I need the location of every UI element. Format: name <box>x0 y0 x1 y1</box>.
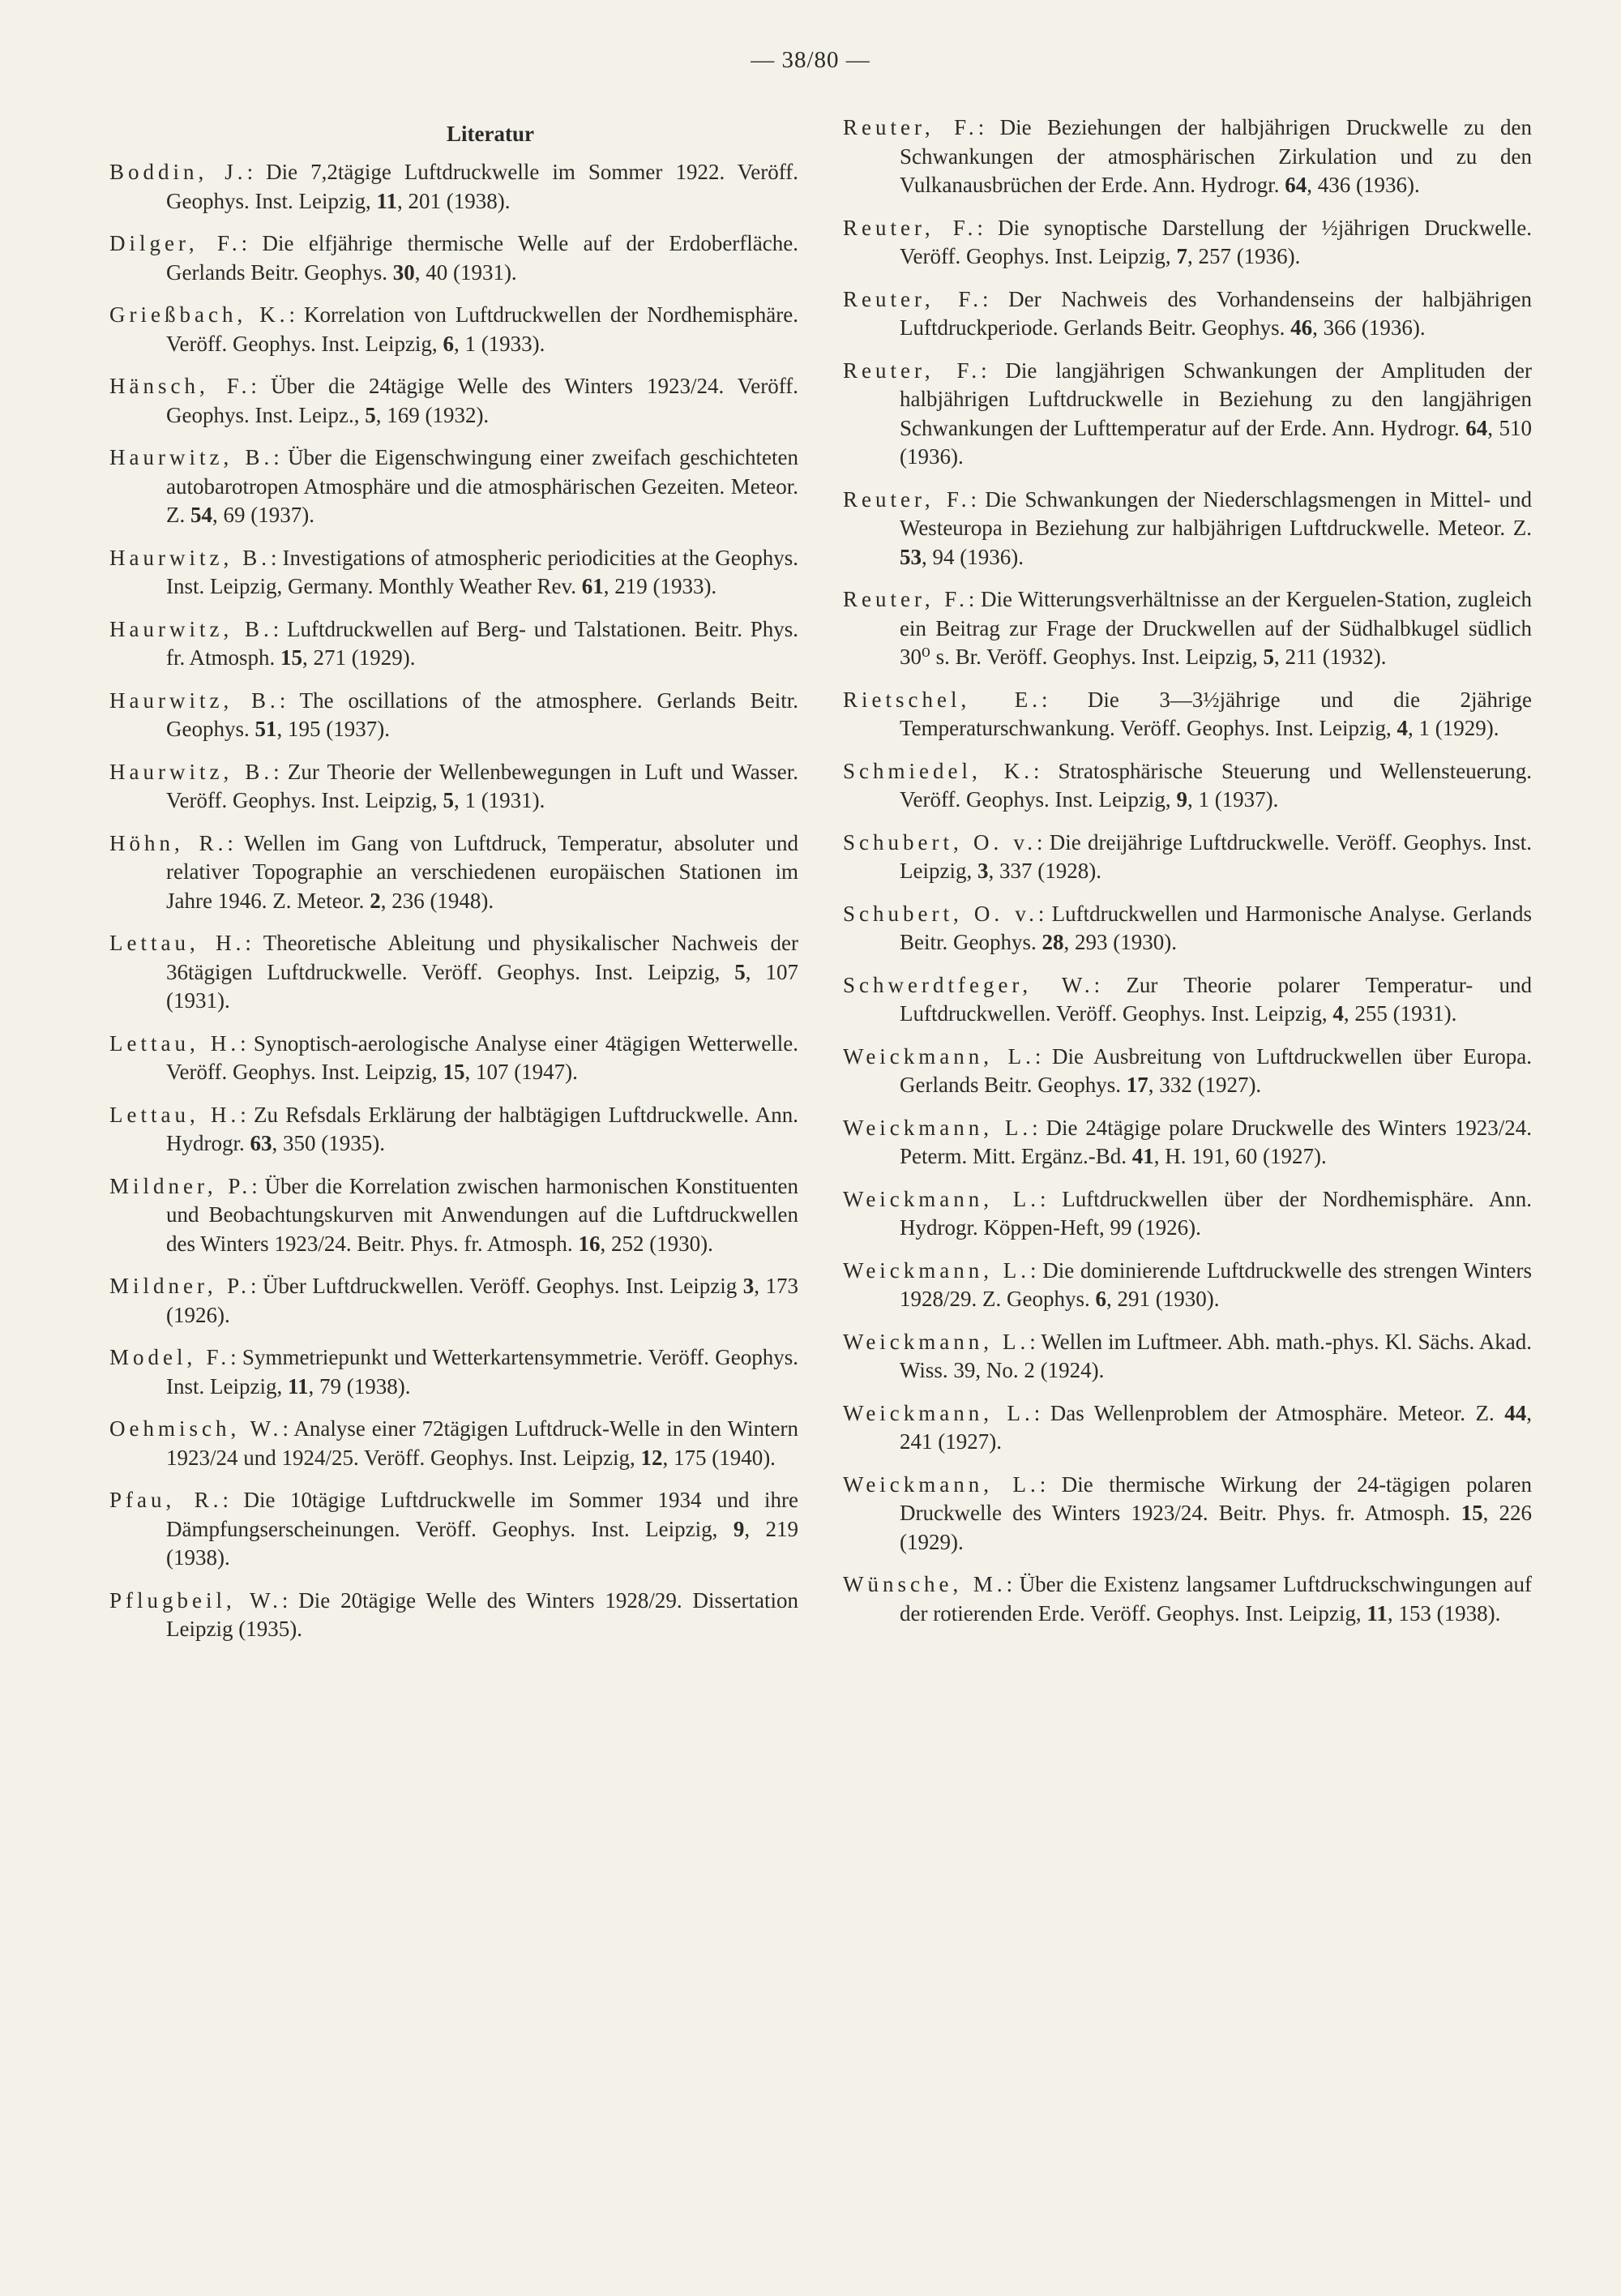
reference-text: : Investigations of atmospheric periodicities at the Geophys. Inst. Leipzig, Germany. Monthly Weather Rev. <box>166 545 798 598</box>
reference-entry <box>843 1328 1532 1386</box>
reference-author: Haurwitz, B. <box>109 445 274 469</box>
reference-pages-year: , 271 (1929). <box>302 645 416 670</box>
reference-author: Reuter, F. <box>843 286 982 311</box>
reference-pages-year: , 79 (1938). <box>308 1373 411 1399</box>
reference-author: Weickmann, L. <box>843 1115 1033 1140</box>
reference-text: : Die 3—3½jährige und die 2jährige Temperaturschwankung. Veröff. Geophys. Inst. Leipzig, <box>900 687 1532 740</box>
reference-text: : Zur Theorie polarer Temperatur- und Luftdruckwellen. Veröff. Geophys. Inst. Leipzig, <box>900 972 1532 1026</box>
reference-entry <box>109 158 798 216</box>
reference-author: Weickmann, L. <box>843 1257 1030 1283</box>
reference-pages-year: , 226 (1929). <box>900 1501 1532 1554</box>
reference-author: Schwerdtfeger, W. <box>843 972 1094 997</box>
reference-volume: 30 <box>392 259 415 285</box>
reference-author: Haurwitz, B. <box>109 616 273 641</box>
reference-text: : Die elfjährige thermische Welle auf der Erdoberfläche. Gerlands Beitr. Geophys. <box>166 231 798 285</box>
reference-author: Rietschel, E. <box>843 687 1041 712</box>
reference-author: Hänsch, F. <box>109 374 251 398</box>
reference-volume: 3 <box>742 1274 755 1298</box>
reference-text: : Die synoptische Darstellung der ½jährigen Druckwelle. Veröff. Geophys. Inst. Leipzig, <box>900 215 1532 268</box>
reference-pages-year: , 337 (1928). <box>988 859 1101 883</box>
reference-entry <box>109 1172 798 1259</box>
reference-entry <box>843 214 1532 272</box>
left-reference-list <box>109 158 798 1644</box>
reference-volume: 16 <box>578 1231 601 1256</box>
reference-text: : Der Nachweis des Vorhandenseins der halbjährigen Luftdruckperiode. Gerlands Beitr. Geophys. <box>900 286 1532 340</box>
reference-pages-year: , 173 (1926). <box>166 1274 798 1327</box>
reference-pages-year: , 366 (1936). <box>1312 315 1426 340</box>
reference-volume: 3 <box>977 859 989 883</box>
reference-entry <box>109 229 798 287</box>
reference-pages-year: , 291 (1930). <box>1106 1287 1220 1311</box>
reference-text: : Wellen im Luftmeer. Abh. math.-phys. Kl. Sächs. Akad. Wiss. 39, No. 2 (1924). <box>900 1329 1532 1382</box>
reference-entry <box>843 971 1532 1029</box>
reference-author: Lettau, H. <box>109 931 246 955</box>
reference-entry <box>843 357 1532 472</box>
reference-text: : Über die 24tägige Welle des Winters 1923/24. Veröff. Geophys. Inst. Leipz., <box>166 374 798 427</box>
reference-volume: 15 <box>443 1060 465 1084</box>
reference-text: : Die 10tägige Luftdruckwelle im Sommer 1934 und ihre Dämpfungserscheinungen. Veröff. Geophys. Inst. Leipzig, <box>166 1488 798 1541</box>
reference-text: : Über die Korrelation zwischen harmonischen Konstituenten und Beobachtungskurven mit Anwendungen auf die Luftdruckwellen des Winters 1923/24. Beitr. Phys. fr. Atmosph. <box>166 1173 798 1256</box>
reference-entry <box>109 301 798 358</box>
reference-pages-year: , 219 (1938). <box>166 1516 799 1570</box>
reference-entry <box>109 829 798 916</box>
reference-volume: 15 <box>1461 1501 1483 1525</box>
reference-pages-year: , 107 (1931). <box>166 959 798 1013</box>
reference-text: : Luftdruckwellen auf Berg- und Talstationen. Beitr. Phys. fr. Atmosph. <box>166 616 799 670</box>
reference-text: : Zu Refsdals Erklärung der halbtägigen Luftdruckwelle. Ann. Hydrogr. <box>166 1102 798 1155</box>
reference-entry <box>109 443 798 530</box>
reference-author: Oehmisch, W. <box>109 1416 283 1441</box>
reference-text: : Das Wellenproblem der Atmosphäre. Meteor. Z. <box>1033 1400 1505 1425</box>
reference-pages-year: , H. 191, 60 (1927). <box>1153 1144 1327 1168</box>
reference-volume: 5 <box>365 402 376 427</box>
section-title: Literatur <box>447 122 534 146</box>
reference-entry <box>843 1570 1532 1628</box>
reference-entry <box>843 1114 1532 1172</box>
reference-volume: 63 <box>250 1131 272 1155</box>
reference-volume: 9 <box>1176 787 1187 812</box>
reference-volume: 54 <box>190 503 212 527</box>
reference-volume: 7 <box>1176 244 1187 268</box>
reference-pages-year: , 1 (1929). <box>1407 716 1499 740</box>
reference-pages-year: , 257 (1936). <box>1187 244 1301 268</box>
reference-author: Reuter, F. <box>843 587 969 611</box>
left-column <box>109 122 798 1658</box>
reference-pages-year: , 1 (1931). <box>453 788 545 812</box>
reference-text: : Die thermische Wirkung der 24-tägigen polaren Druckwelle des Winters 1923/24. Beitr. Phys. fr. Atmosph. <box>900 1471 1532 1525</box>
reference-author: Schubert, O. v. <box>843 829 1037 855</box>
reference-entry <box>109 1587 798 1644</box>
reference-entry <box>843 757 1532 815</box>
reference-volume: 6 <box>443 331 454 356</box>
reference-author: Weickmann, L. <box>843 1329 1030 1354</box>
reference-volume: 11 <box>376 188 397 213</box>
reference-text: : Wellen im Gang von Luftdruck, Temperatur, absoluter und relativer Topographie an verschiedenen europäischen Stationen im Jahre 1946. Z. Meteor. <box>166 830 798 913</box>
reference-volume: 28 <box>1041 930 1064 954</box>
reference-pages-year: , 219 (1933). <box>603 574 717 598</box>
reference-volume: 5 <box>1263 645 1275 669</box>
reference-volume: 61 <box>581 574 604 598</box>
reference-author: Weickmann, L. <box>843 1471 1040 1497</box>
reference-volume: 5 <box>734 959 746 984</box>
reference-pages-year: , 40 (1931). <box>414 259 517 285</box>
reference-text: : Die Witterungsverhältnisse an der Kerguelen-Station, zugleich ein Beitrag zur Frage der Druckwellen auf der Südhalbkugel südlich 30⁰ s. Br. Veröff. Geophys. Inst. Leipzig, <box>900 587 1532 669</box>
reference-volume: 12 <box>640 1445 663 1470</box>
reference-pages-year: , 510 (1936). <box>900 415 1532 469</box>
reference-author: Pflugbeil, W. <box>109 1587 282 1613</box>
reference-author: Boddin, J. <box>109 160 247 184</box>
reference-entry <box>109 1415 798 1472</box>
reference-author: Lettau, H. <box>109 1030 241 1056</box>
reference-entry <box>109 1030 798 1087</box>
reference-entry <box>843 486 1532 572</box>
reference-author: Weickmann, L. <box>843 1400 1034 1425</box>
reference-author: Haurwitz, B. <box>109 545 271 570</box>
reference-author: Reuter, F. <box>843 215 977 240</box>
reference-text: : Die Schwankungen der Niederschlagsmengen in Mittel- und Westeuropa in Beziehung zur halbjährigen Luftdruckwelle. Meteor. Z. <box>900 486 1532 540</box>
reference-author: Haurwitz, B. <box>109 688 280 713</box>
reference-volume: 51 <box>254 717 277 741</box>
reference-author: Pfau, R. <box>109 1488 223 1512</box>
reference-entry <box>843 114 1532 200</box>
reference-text: : Theoretische Ableitung und physikalischer Nachweis der 36tägigen Luftdruckwelle. Veröff. Geophys. Inst. Leipzig, <box>166 931 798 984</box>
reference-pages-year: , 169 (1932). <box>375 402 490 427</box>
reference-entry <box>843 686 1532 743</box>
reference-entry <box>109 1101 798 1159</box>
reference-volume: 41 <box>1131 1144 1154 1168</box>
reference-pages-year: , 153 (1938). <box>1387 1600 1501 1626</box>
reference-author: Mildner, P. <box>109 1173 252 1198</box>
reference-entry <box>843 585 1532 672</box>
reference-text: : Die dreijährige Luftdruckwelle. Veröff. Geophys. Inst. Leipzig, <box>900 829 1532 883</box>
reference-text: : Die dominierende Luftdruckwelle des strengen Winters 1928/29. Z. Geophys. <box>900 1257 1532 1311</box>
reference-entry <box>109 929 798 1016</box>
reference-volume: 53 <box>900 544 922 569</box>
reference-volume: 9 <box>733 1516 745 1541</box>
reference-author: Lettau, H. <box>109 1102 241 1127</box>
reference-author: Grießbach, K. <box>109 302 289 327</box>
reference-volume: 46 <box>1290 315 1313 340</box>
reference-pages-year: , 69 (1937). <box>212 503 314 527</box>
reference-author: Reuter, F. <box>843 358 982 383</box>
reference-entry <box>843 1471 1532 1557</box>
page-number: — 38/80 — <box>751 47 870 73</box>
reference-author: Schmiedel, K. <box>843 758 1033 783</box>
reference-entry <box>843 1185 1532 1243</box>
reference-text: : Die langjährigen Schwankungen der Amplituden der halbjährigen Luftdruckwelle in Beziehung zu den langjährigen Schwankungen der Lufttemperatur auf der Erde. Ann. Hydrogr. <box>900 358 1532 440</box>
reference-volume: 17 <box>1126 1073 1148 1097</box>
reference-author: Wünsche, M. <box>843 1572 1007 1596</box>
reference-volume: 2 <box>370 888 381 913</box>
reference-text: : Luftdruckwellen über der Nordhemisphäre. Ann. Hydrogr. Köppen-Heft, 99 (1926). <box>900 1186 1532 1240</box>
reference-volume: 11 <box>1367 1600 1388 1626</box>
reference-entry <box>843 1043 1532 1100</box>
reference-author: Schubert, O. v. <box>843 901 1038 926</box>
reference-pages-year: , 332 (1927). <box>1148 1073 1262 1097</box>
reference-volume: 64 <box>1465 415 1488 440</box>
reference-volume: 4 <box>1396 716 1408 740</box>
reference-author: Weickmann, L. <box>843 1186 1040 1211</box>
reference-entry <box>109 1343 798 1401</box>
reference-entry <box>109 687 798 744</box>
reference-text: : The oscillations of the atmosphere. Gerlands Beitr. Geophys. <box>166 688 799 741</box>
reference-volume: 44 <box>1504 1400 1527 1425</box>
reference-pages-year: , 350 (1935). <box>272 1131 385 1155</box>
reference-author: Haurwitz, B. <box>109 759 274 784</box>
reference-entry <box>843 829 1532 886</box>
reference-text: : Die Ausbreitung von Luftdruckwellen über Europa. Gerlands Beitr. Geophys. <box>900 1043 1532 1097</box>
right-reference-list <box>843 114 1532 1628</box>
reference-text: : Luftdruckwellen und Harmonische Analyse. Gerlands Beitr. Geophys. <box>900 901 1532 954</box>
reference-entry <box>109 544 798 602</box>
reference-pages-year: , 436 (1936). <box>1307 173 1420 197</box>
reference-volume: 5 <box>443 788 454 812</box>
reference-volume: 11 <box>287 1373 309 1399</box>
reference-entry <box>843 285 1532 343</box>
reference-volume: 64 <box>1285 173 1307 197</box>
reference-entry <box>109 372 798 430</box>
reference-text: : Zur Theorie der Wellenbewegungen in Luft und Wasser. Veröff. Geophys. Inst. Leipzig, <box>166 759 798 812</box>
reference-volume: 6 <box>1095 1287 1106 1311</box>
reference-pages-year: , 252 (1930). <box>600 1231 713 1256</box>
reference-pages-year: , 175 (1940). <box>662 1445 776 1470</box>
reference-text: : Über die Eigenschwingung einer zweifach geschichteten autobarotropen Atmosphäre und die atmosphärischen Gezeiten. Meteor. Z. <box>166 445 799 527</box>
reference-author: Dilger, F. <box>109 231 242 255</box>
reference-pages-year: , 241 (1927). <box>900 1400 1532 1454</box>
reference-pages-year: , 293 (1930). <box>1063 930 1177 954</box>
reference-entry <box>109 615 798 673</box>
reference-pages-year: , 236 (1948). <box>380 888 494 913</box>
reference-entry <box>109 1272 798 1330</box>
reference-pages-year: , 107 (1947). <box>464 1060 578 1084</box>
reference-pages-year: , 201 (1938). <box>396 188 511 213</box>
reference-text: : Die 24tägige polare Druckwelle des Winters 1923/24. Peterm. Mitt. Ergänz.-Bd. <box>900 1115 1532 1168</box>
reference-pages-year: , 1 (1937). <box>1187 787 1279 812</box>
reference-pages-year: , 255 (1931). <box>1343 1001 1457 1026</box>
reference-author: Weickmann, L. <box>843 1043 1035 1069</box>
reference-text: : Korrelation von Luftdruckwellen der Nordhemisphäre. Veröff. Geophys. Inst. Leipzig, <box>166 302 798 356</box>
reference-pages-year: , 195 (1937). <box>276 717 390 741</box>
reference-author: Reuter, F. <box>843 486 971 512</box>
reference-text: : Die 20tägige Welle des Winters 1928/29. Dissertation Leipzig (1935). <box>166 1587 798 1641</box>
reference-entry <box>109 758 798 816</box>
reference-text: : Über Luftdruckwellen. Veröff. Geophys. Inst. Leipzig <box>250 1274 743 1298</box>
reference-text: : Stratosphärische Steuerung und Wellensteuerung. Veröff. Geophys. Inst. Leipzig, <box>900 758 1532 812</box>
reference-pages-year: , 94 (1936). <box>922 544 1024 569</box>
reference-text: : Die Beziehungen der halbjährigen Druckwelle zu den Schwankungen der atmosphärischen Zirkulation und zu den Vulkanausbrüchen der Erde. Ann. Hydrogr. <box>900 115 1533 197</box>
reference-volume: 4 <box>1332 1001 1344 1026</box>
reference-pages-year: , 1 (1933). <box>453 331 545 356</box>
reference-text: : Die 7,2tägige Luftdruckwelle im Sommer 1922. Veröff. Geophys. Inst. Leipzig, <box>166 160 798 213</box>
reference-entry <box>843 1257 1532 1314</box>
reference-author: Höhn, R. <box>109 830 228 855</box>
reference-volume: 15 <box>280 645 303 670</box>
reference-author: Mildner, P. <box>109 1274 250 1298</box>
reference-entry <box>843 1399 1532 1457</box>
reference-text: : Über die Existenz langsamer Luftdruckschwingungen auf der rotierenden Erde. Veröff. Geophys. Inst. Leipzig, <box>900 1572 1533 1626</box>
right-column <box>843 114 1532 1642</box>
reference-text: : Analyse einer 72tägigen Luftdruck-Welle in den Wintern 1923/24 und 1924/25. Veröff. Geophys. Inst. Leipzig, <box>166 1416 798 1470</box>
reference-text: : Synoptisch-aerologische Analyse einer 4tägigen Wetterwelle. Veröff. Geophys. Inst. Leipzig, <box>166 1030 798 1084</box>
reference-author: Reuter, F. <box>843 115 978 139</box>
reference-entry <box>109 1486 798 1573</box>
reference-entry <box>843 900 1532 957</box>
reference-pages-year: , 211 (1932). <box>1274 645 1387 669</box>
reference-author: Model, F. <box>109 1345 231 1369</box>
reference-text: : Symmetriepunkt und Wetterkartensymmetrie. Veröff. Geophys. Inst. Leipzig, <box>166 1345 798 1399</box>
